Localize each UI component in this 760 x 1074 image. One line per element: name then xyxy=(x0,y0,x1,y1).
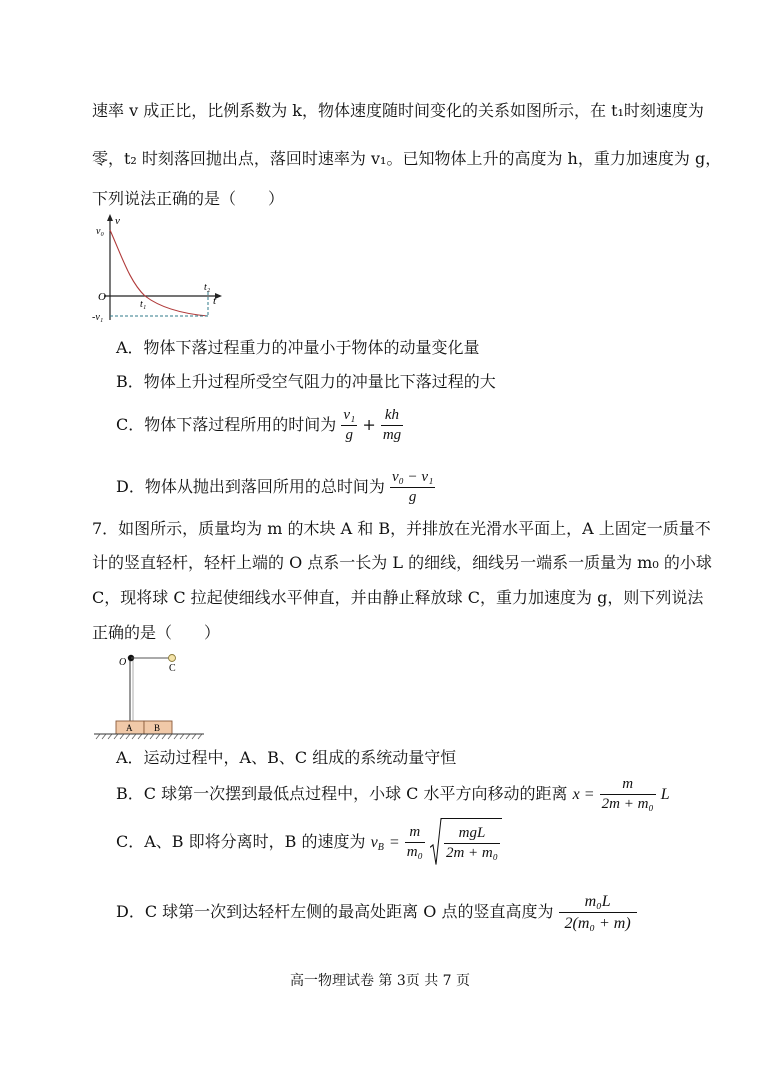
fraction-v1-over-g: $\frac{\text{v₁}}{g}$ xyxy=(343,407,356,443)
q6-line3: 下列说法正确的是（ ） xyxy=(92,189,285,208)
q6-option-b: B．物体上升过程所受空气阻力的冲量比下落过程的大 xyxy=(116,372,496,391)
q7-option-c xyxy=(116,818,502,872)
fraction-m-over-m0: $\frac{m}{\text{m₀}}$ xyxy=(406,824,423,860)
label-v: v xyxy=(115,215,120,227)
ball-c xyxy=(169,655,176,662)
q6-line2: 零，t₂ 时刻落回抛出点，落回时速率为 v₁。已知物体上升的高度为 h，重力加速度为 g， xyxy=(92,149,722,168)
label-t: t xyxy=(213,295,217,307)
velocity-curve xyxy=(110,230,208,316)
fraction-mgl-over-2m-plus-m0: $\frac{\text{mgL}}{\text{2m + m₀}}$ xyxy=(445,825,498,861)
q7-option-d xyxy=(116,888,637,936)
fraction-kh-over-mg: $\frac{kh}{mg}$ xyxy=(382,407,402,443)
q6-option-c xyxy=(116,402,403,448)
label-b: B xyxy=(154,723,161,733)
radical-sign-icon xyxy=(430,818,442,867)
length-l: L xyxy=(660,786,670,803)
page-footer: 高一物理试卷 第 3页 共 7 页 xyxy=(289,973,471,989)
q7-option-b xyxy=(116,772,670,817)
q6-line1: 速率 v 成正比，比例系数为 k，物体速度随时间变化的关系如图所示，在 t₁时刻速度为 xyxy=(92,101,704,120)
label-c: C xyxy=(169,663,176,674)
velocity-time-graph xyxy=(90,212,230,327)
pendulum-blocks-figure xyxy=(90,645,210,741)
label-v0: v₀ xyxy=(96,226,104,237)
fraction-v0-minus-v1-over-g: $\frac{\text{v₀ − v₁}}{g}$ xyxy=(391,469,434,505)
label-a: A xyxy=(126,723,133,733)
label-origin: O xyxy=(98,291,106,303)
q7-line3: C，现将球 C 拉起使细线水平伸直，并由静止释放球 C，重力加速度为 g，则下列说法 xyxy=(92,588,704,607)
q7-option-b-text: B．C 球第一次摆到最低点过程中，小球 C 水平方向移动的距离 xyxy=(116,784,568,803)
q7-option-c-text: C．A、B 即将分离时，B 的速度为 xyxy=(116,832,366,851)
q7-option-a: A．运动过程中，A、B、C 组成的系统动量守恒 xyxy=(116,748,457,767)
ground-hatching xyxy=(96,734,202,739)
label-neg-v1: -v₁ xyxy=(92,312,104,323)
q6-option-d-text: D．物体从抛出到落回所用的总时间为 xyxy=(116,477,385,496)
vb-symbol: $v_B$ xyxy=(370,834,384,853)
label-t2: t₂ xyxy=(204,282,211,293)
square-root xyxy=(430,818,502,867)
plus-sign: + xyxy=(362,415,376,434)
q7-line4: 正确的是（ ） xyxy=(92,623,221,642)
fraction-m0l-over-2-m0-plus-m: $\frac{\text{m₀L}}{\text{2(m₀ + m)}}$ xyxy=(559,893,637,932)
q7-line2: 计的竖直轻杆，轻杆上端的 O 点系一长为 L 的细线，细线另一端系一质量为 m₀ 的小球 xyxy=(92,553,712,572)
equals-sign: = xyxy=(388,834,400,851)
q7-option-d-text: D．C 球第一次到达轻杆左侧的最高处距离 O 点的竖直高度为 xyxy=(116,902,554,921)
q7-line1: 7．如图所示，质量均为 m 的木块 A 和 B，并排放在光滑水平面上，A 上固定一质量不 xyxy=(92,519,711,538)
fraction-m-over-2m-plus-m0: $\frac{m}{\text{2m + m₀}}$ xyxy=(601,776,654,812)
q6-option-c-text: C．物体下落过程所用的时间为 xyxy=(116,415,337,434)
label-t1: t₁ xyxy=(140,299,147,310)
q6-option-a: A．物体下落过程重力的冲量小于物体的动量变化量 xyxy=(116,338,480,357)
q6-option-d xyxy=(116,464,435,510)
label-o: O xyxy=(119,657,127,668)
v-axis-arrow xyxy=(107,214,113,221)
x-equals: x = xyxy=(572,786,595,803)
